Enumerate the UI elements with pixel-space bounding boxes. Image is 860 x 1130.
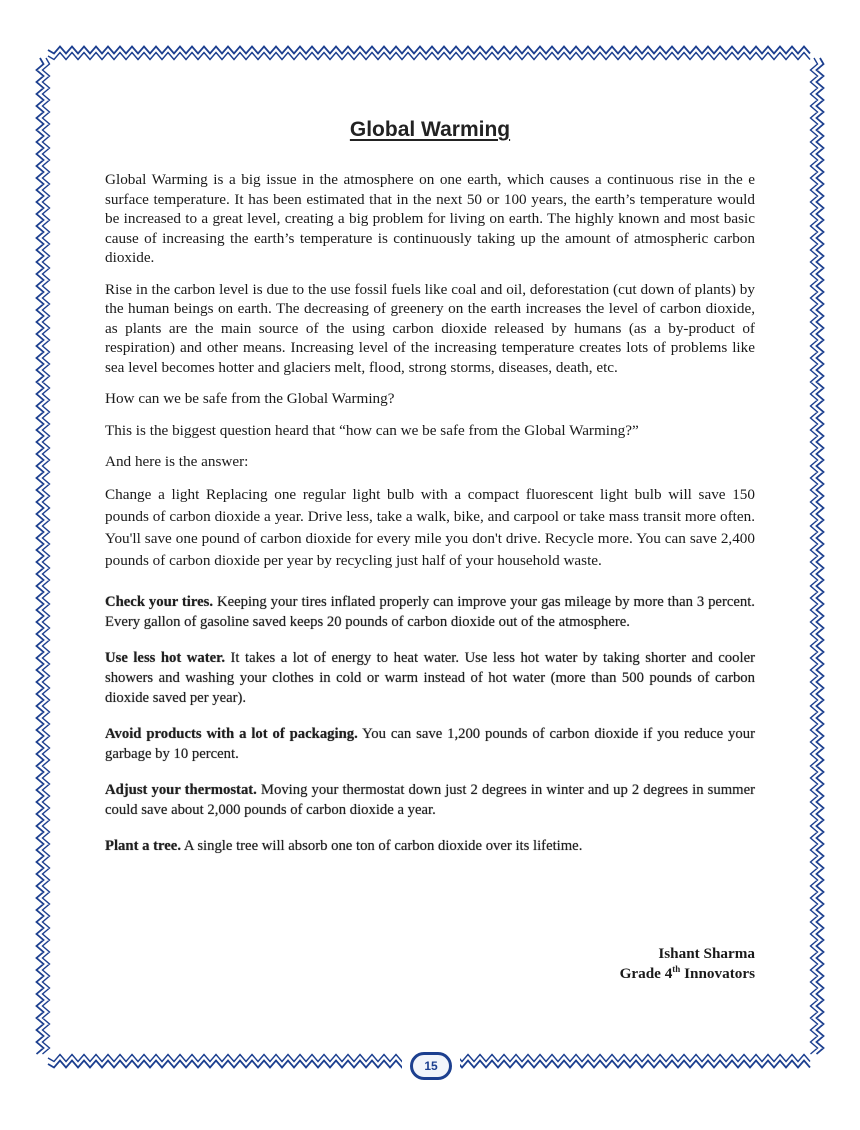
tip-text: You can save 1,200 pounds of carbon dioxide if you reduce your garbage by 10 percent. <box>105 725 755 762</box>
border-zigzag-line <box>811 58 818 1054</box>
intro-paragraph: Global Warming is a big issue in the atmosphere on one earth, which causes a continuous rise in the e surface temperature. It has been estimated that in the next 50 or 100 years, the earth’s temperature would be increased to a great level, creating a big problem for living on earth. The highly known and most basic cause of increasing the earth’s temperature is continuously taking up the amount of atmospheric carbon dioxide. <box>105 171 755 266</box>
tip-text: Moving your thermostat down just 2 degrees in winter and up 2 degrees in summer could save about 2,000 pounds of carbon dioxide a year. <box>105 781 755 818</box>
answer-intro-line: And here is the answer: <box>105 453 249 470</box>
causes-paragraph: Rise in the carbon level is due to the use fossil fuels like coal and oil, deforestation (cut down of plants) by the human beings on earth. The decreasing of greenery on the earth increases the level of carbon dioxide, as plants are the main source of the using carbon dioxide released by humans (as a by-product of respiration) and other means. Increasing level of the increasing temperature creates lots of problems like sea level becomes hotter and glaciers melt, flood, strong storms, diseases, death, etc. <box>105 280 755 376</box>
author-grade <box>500 964 755 984</box>
tip-text: A single tree will absorb one ton of carbon dioxide over its lifetime. <box>181 837 583 854</box>
solutions-paragraph: Change a light Replacing one regular light bulb with a compact fluorescent light bulb will save 150 pounds of carbon dioxide a year. Drive less, take a walk, bike, and carpool or take mass transit more often. You'll save one pound of carbon dioxide for every mile you don't drive. Recycle more. You can save 2,400 pounds of carbon dioxide per year by recycling just half of your household waste. <box>105 485 755 569</box>
tip-text: Keeping your tires inflated properly can improve your gas mileage by more than 3 percent. Every gallon of gasoline saved keeps 20 pounds of carbon dioxide out of the atmosphere. <box>105 593 755 630</box>
border-zigzag-line <box>37 58 44 1054</box>
author-name: Ishant Sharma <box>658 945 755 962</box>
tip-plant-tree <box>105 836 755 856</box>
tips-list <box>105 592 755 856</box>
author-signature <box>500 944 755 984</box>
grade-suffix: Innovators <box>680 965 755 982</box>
page-title: Global Warming <box>349 118 511 141</box>
tip-heading: Adjust your thermostat. <box>105 781 257 798</box>
article <box>105 118 755 872</box>
tip-hot-water <box>105 648 755 708</box>
tip-heading: Use less hot water. <box>105 649 226 666</box>
tip-text: It takes a lot of energy to heat water. Use less hot water by taking shorter and cooler showers and washing your clothes in cold or warm instead of hot water (more than 500 pounds of carbon dioxide saved per year). <box>105 649 755 706</box>
grade-superscript: th <box>672 963 681 974</box>
tip-thermostat <box>105 780 755 820</box>
question-quote-line: This is the biggest question heard that “how can we be safe from the Global Warming?” <box>105 421 639 439</box>
tip-heading: Check your tires. <box>105 593 214 610</box>
tip-packaging <box>105 724 755 764</box>
grade-prefix: Grade 4 <box>619 965 673 982</box>
question-line: How can we be safe from the Global Warming? <box>105 390 395 407</box>
tip-check-tires <box>105 592 755 632</box>
tip-heading: Avoid products with a lot of packaging. <box>105 725 358 742</box>
page-number-badge: 15 <box>410 1052 452 1080</box>
tip-heading: Plant a tree. <box>105 837 181 854</box>
